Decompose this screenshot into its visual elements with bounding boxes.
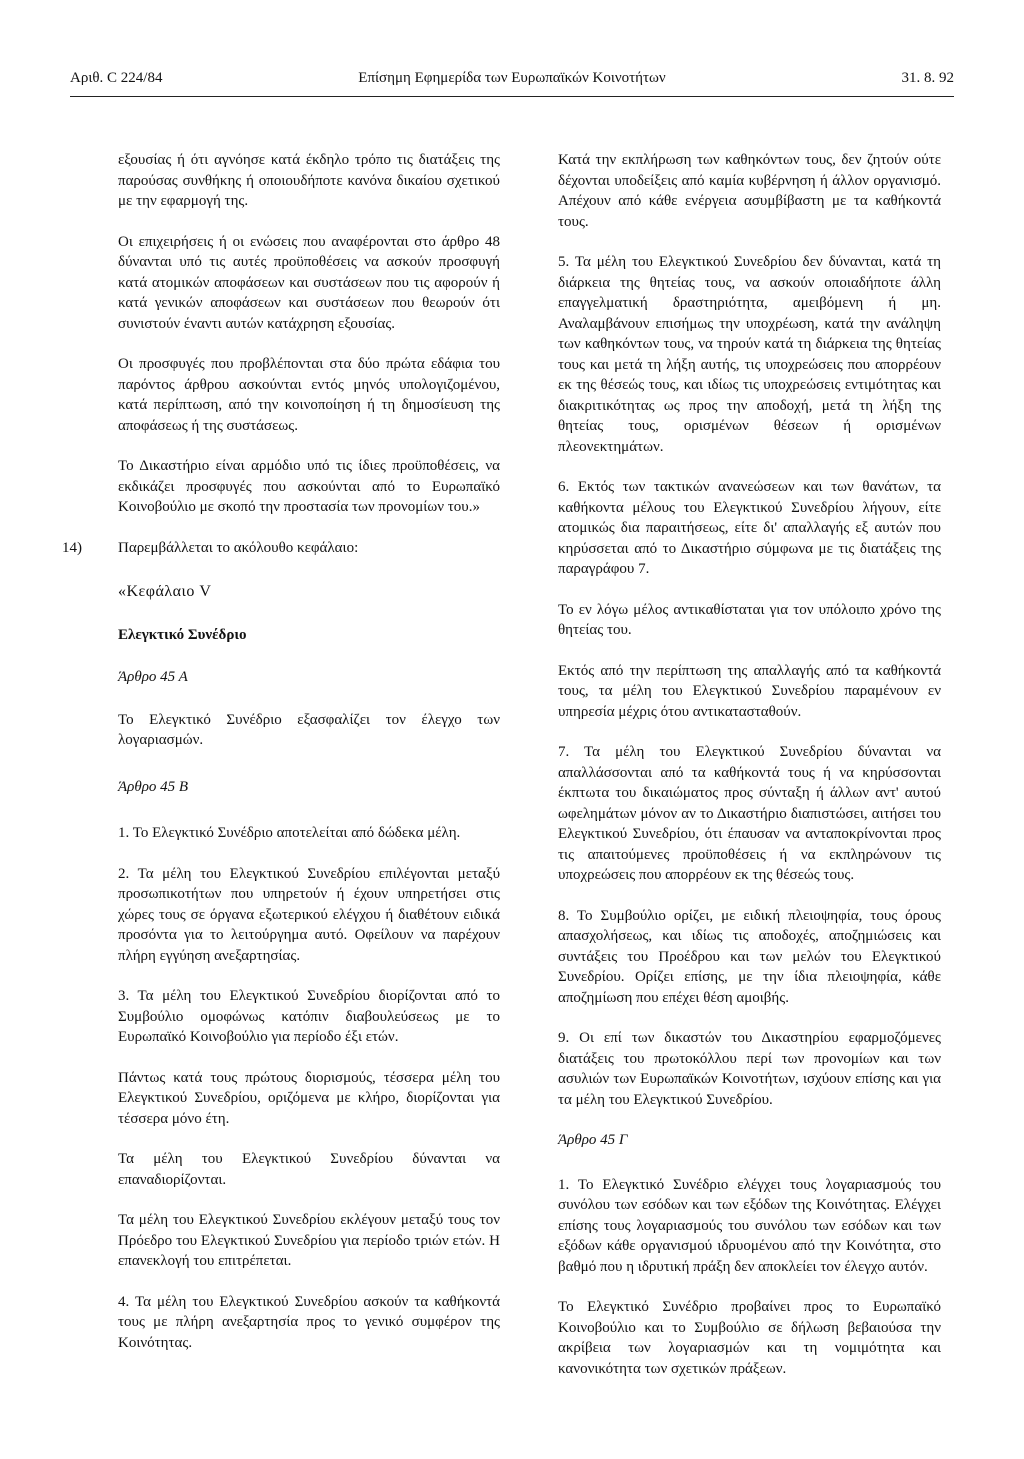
paragraph: 7. Τα μέλη του Ελεγκτικού Συνεδρίου δύνανται να απαλλάσσονται από τα καθήκοντά τους ή να κηρύσσονται έκπτωτα του δικαιώματος προς σύνταξη ή άλλων αντ' αυτού ωφελημάτων μόνον αν το Δικαστήριο διαπιστώσει, αιτήσει του Ελεγκτικού Συνεδρίου, ότι έπαυσαν να ανταποκρίνονται προς τις απαιτούμενες προϋποθέσεις ή να εκπληρώνουν τις υποχρεώσεις που απορρέουν εκ της θέσεώς τους. xyxy=(558,744,941,883)
header-rule xyxy=(70,96,954,97)
publication-date: 31. 8. 92 xyxy=(901,70,954,86)
paragraph: Το Ελεγκτικό Συνέδριο εξασφαλίζει τον έλεγχο των λογαριασμών. xyxy=(118,711,500,748)
paragraph: Τα μέλη του Ελεγκτικού Συνεδρίου εκλέγουν μεταξύ τους τον Πρόεδρο του Ελεγκτικού Συνεδρίου για περίοδο τριών ετών. Η επανεκλογή του επιτρέπεται. xyxy=(118,1212,500,1269)
item-number: 14) xyxy=(62,539,82,556)
paragraph: Οι επιχειρήσεις ή οι ενώσεις που αναφέρονται στο άρθρο 48 δύνανται υπό τις αυτές προϋποθέσεις να ασκούν προσφυγή κατά ατομικών αποφάσεων και συστάσεων που τις αφορούν ή κατά γενικών αποφάσεων και συστάσεων που θεωρούν ότι συνιστούν έναντι αυτών κατάχρηση εξουσίας. xyxy=(118,233,500,332)
paragraph: εξουσίας ή ότι αγνόησε κατά έκδηλο τρόπο τις διατάξεις της παρούσας συνθήκης ή οποιουδήποτε κανόνα δικαίου σχετικού με την εφαρμογή της. xyxy=(118,152,500,209)
left-column xyxy=(62,150,500,1373)
page-header xyxy=(70,70,954,94)
chapter-title: Ελεγκτικό Συνέδριο xyxy=(118,626,247,643)
journal-reference: Αριθ. C 224/84 xyxy=(70,70,163,86)
paragraph: 3. Τα μέλη του Ελεγκτικού Συνεδρίου διορίζονται από το Συμβούλιο ομοφώνως κατόπιν διαβουλεύσεως με το Ευρωπαϊκό Κοινοβούλιο για περίοδο έξι ετών. xyxy=(118,988,500,1045)
article-heading-45b: Άρθρο 45 Β xyxy=(118,778,189,795)
paragraph: 1. Το Ελεγκτικό Συνέδριο ελέγχει τους λογαριασμούς του συνόλου των εσόδων και των εξόδων της Κοινότητας. Ελέγχει επίσης τους λογαριασμούς του συνόλου των εσόδων και των εξόδων κάθε οργανισμού ιδρυομένου από την Κοινότητα, στο βαθμό που η ιδρυτική πράξη δεν αποκλείει τον έλεγχο αυτόν. xyxy=(558,1176,941,1275)
paragraph: 5. Τα μέλη του Ελεγκτικού Συνεδρίου δεν δύνανται, κατά τη διάρκεια της θητείας τους, να ασκούν οποιαδήποτε άλλη επαγγελματική δραστηριότητα, αμειβόμενη ή μη. Αναλαμβάνουν επισήμως την υποχρέωση, κατά την ανάληψη των καθηκόντων τους, να τηρούν κατά τη διάρκεια της θητείας τους και μετά τη λήξη αυτής, τις υποχρεώσεις που απορρέουν εκ της θέσεώς τους, και ιδίως τις υποχρεώσεις εντιμότητας και διακριτικότητας ως προς την αποδοχή, μετά τη λήξη της θητείας τους, ορισμένων θέσεων ή ορισμένων πλεονεκτημάτων. xyxy=(558,254,941,455)
paragraph: 2. Τα μέλη του Ελεγκτικού Συνεδρίου επιλέγονται μεταξύ προσωπικοτήτων που υπηρετούν ή έχουν υπηρετήσει στις χώρες τους σε όργανα εξωτερικού ελέγχου ή διαθέτουν ειδικά προσόντα για το λειτούργημα αυτό. Οφείλουν να παρέχουν πλήρη εγγύηση ανεξαρτησίας. xyxy=(118,865,500,964)
right-column xyxy=(558,150,941,1399)
paragraph: 9. Οι επί των δικαστών του Δικαστηρίου εφαρμοζόμενες διατάξεις του πρωτοκόλλου περί των προνομίων και των ασυλιών των Ευρωπαϊκών Κοινοτήτων, ισχύουν επίσης και για τα μέλη του Ελεγκτικού Συνεδρίου. xyxy=(558,1030,941,1108)
item-text: Παρεμβάλλεται το ακόλουθο κεφάλαιο: xyxy=(118,539,359,556)
paragraph: Κατά την εκπλήρωση των καθηκόντων τους, δεν ζητούν ούτε δέχονται υποδείξεις από καμία κυβέρνηση ή άλλον οργανισμό. Απέχουν από κάθε ενέργεια ασυμβίβαστη με τα καθήκοντά τους. xyxy=(558,152,941,230)
paragraph: 4. Τα μέλη του Ελεγκτικού Συνεδρίου ασκούν τα καθήκοντά τους με πλήρη ανεξαρτησία προς το γενικό συμφέρον της Κοινότητας. xyxy=(118,1293,500,1351)
paragraph: Το Δικαστήριο είναι αρμόδιο υπό τις ίδιες προϋποθέσεις, να εκδικάζει προσφυγές που ασκούνται από το Ευρωπαϊκό Κοινοβούλιο με σκοπό την προστασία των προνομίων του.» xyxy=(118,458,500,515)
article-heading-45a: Άρθρο 45 Α xyxy=(118,669,188,685)
paragraph: Το Ελεγκτικό Συνέδριο προβαίνει προς το Ευρωπαϊκό Κοινοβούλιο και το Συμβούλιο σε δήλωση βεβαιούσα την ακρίβεια των λογαριασμών και τη νομιμότητα και κανονικότητα των σχετικών πράξεων. xyxy=(558,1299,941,1377)
paragraph: Εκτός από την περίπτωση της απαλλαγής από τα καθήκοντά τους, τα μέλη του Ελεγκτικού Συνεδρίου παραμένουν εν υπηρεσία μέχρις ότου αντικατασταθούν. xyxy=(558,662,941,720)
paragraph: Πάντως κατά τους πρώτους διορισμούς, τέσσερα μέλη του Ελεγκτικού Συνεδρίου, οριζόμενα με κλήρο, διορίζονται για τέσσερα μόνο έτη. xyxy=(118,1069,500,1127)
article-heading-45c: Άρθρο 45 Γ xyxy=(558,1132,628,1148)
paragraph: 8. Το Συμβούλιο ορίζει, με ειδική πλειοψηφία, τους όρους απασχολήσεως, και ιδίως τις αποδοχές, αποζημιώσεις και συντάξεις του Προέδρου και των μελών του Ελεγκτικού Συνεδρίου. Ορίζει επίσης, με την ίδια πλειοψηφία, κάθε αποζημίωση που επέχει θέση αμοιβής. xyxy=(558,907,941,1006)
chapter-heading: «Κεφάλαιο V xyxy=(118,583,212,600)
paragraph: 6. Εκτός των τακτικών ανανεώσεων και των θανάτων, τα καθήκοντα μέλους του Ελεγκτικού Συνεδρίου λήγουν, είτε ατομικώς δια παραιτήσεως, είτε δι' απαλλαγής εξ αυτών που κηρύσσεται από το Δικαστήριο σύμφωνα με τις διατάξεις της παραγράφου 7. xyxy=(558,479,941,577)
journal-title: Επίσημη Εφημερίδα των Ευρωπαϊκών Κοινοτήτων xyxy=(358,70,666,86)
paragraph: 1. Το Ελεγκτικό Συνέδριο αποτελείται από δώδεκα μέλη. xyxy=(118,825,461,841)
numbered-item-14 xyxy=(62,538,500,559)
paragraph: Τα μέλη του Ελεγκτικού Συνεδρίου δύνανται να επαναδιορίζονται. xyxy=(118,1151,500,1188)
paragraph: Οι προσφυγές που προβλέπονται στα δύο πρώτα εδάφια του παρόντος άρθρου ασκούνται εντός μηνός υπολογιζομένου, κατά περίπτωση, από την κοινοποίηση ή τη δημοσίευση της αποφάσεως ή της συστάσεως. xyxy=(118,356,500,434)
paragraph: Το εν λόγω μέλος αντικαθίσταται για τον υπόλοιπο χρόνο της θητείας του. xyxy=(558,601,941,638)
